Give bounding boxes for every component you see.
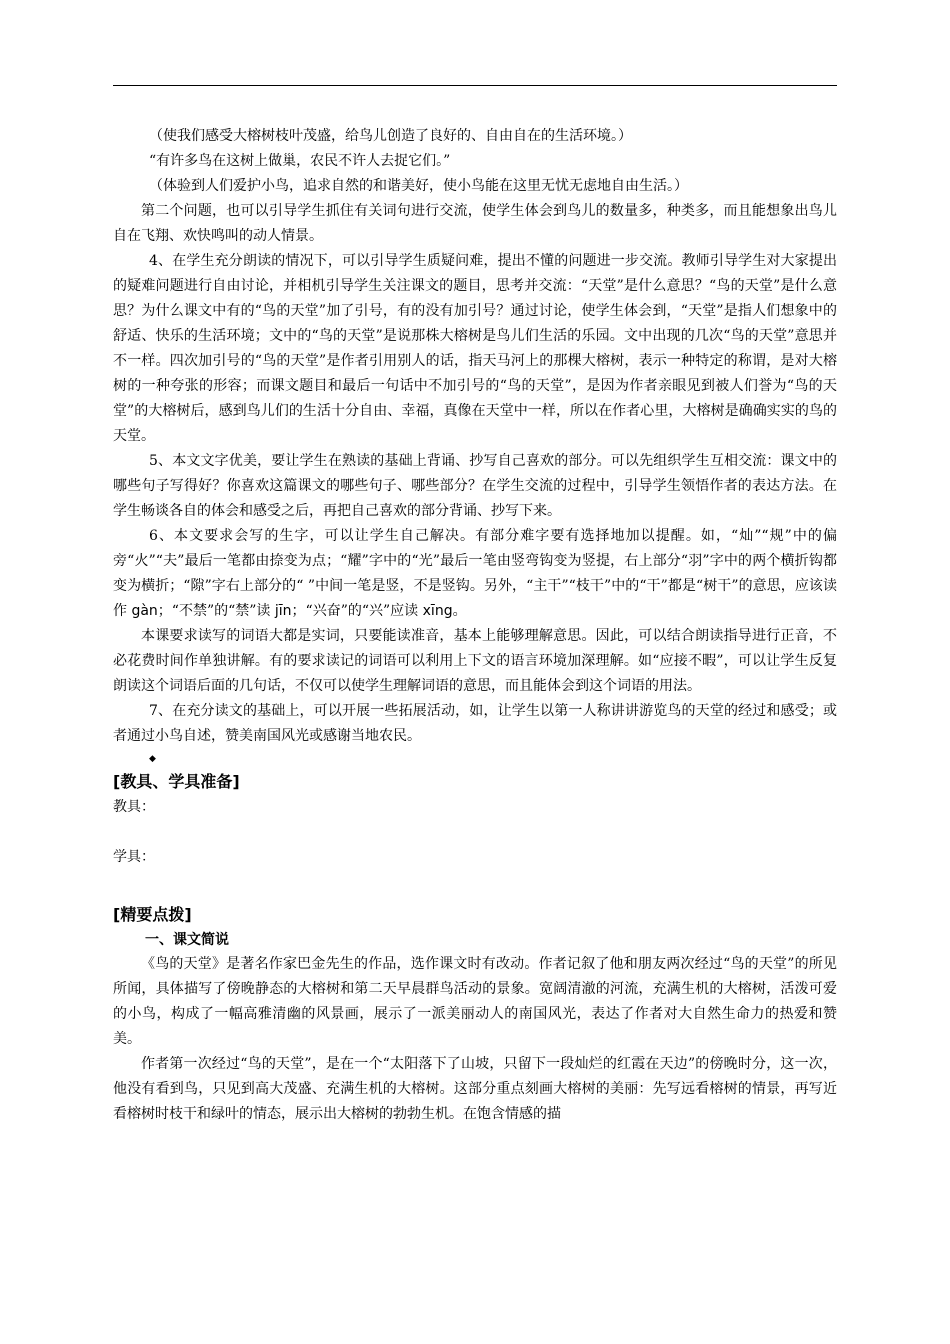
paragraph: 本课要求读写的词语大都是实词，只要能读准音，基本上能够理解意思。因此，可以结合朗读指导进行正音，不必花费时间作单独讲解。有的要求读记的词语可以利用上下文的语言环境加深理解。如“应接不暇”，可以让学生反复朗读这个词语后面的几句话，不仅可以使学生理解词语的意思，而且能体会到这个词语的用法。 — [113, 628, 837, 694]
document-body — [113, 124, 837, 1127]
pinyin-xing: xīng — [422, 603, 453, 619]
teacher-tools-label: 教具： — [113, 799, 155, 815]
paragraph: 4、在学生充分朗读的情况下，可以引导学生质疑问难，提出不懂的问题进一步交流。教师引导学生对大家提出的疑难问题进行自由讨论，并相机引导学生关注课文的题目，思考并交流：“天堂”是什么意思？“鸟的天堂”是什么意思？为什么课文中有的“鸟的天堂”加了引号，有的没有加引号？通过讨论，使学生体会到，“天堂”是指人们想象中的舒适、快乐的生活环境；文中的“鸟的天堂”是说那株大榕树是鸟儿们生活的乐园。文中出现的几次“鸟的天堂”意思并不一样。四次加引号的“鸟的天堂”是作者引用别人的话，指天马河上的那棵大榕树，表示一种特定的称谓，是对大榕树的一种夸张的形容；而课文题目和最后一句话中不加引号的“鸟的天堂”，是因为作者亲眼见到被人们誉为“鸟的天堂”的大榕树后，感到鸟儿们的生活十分自由、幸福，真像在天堂中一样，所以在作者心里，大榕树是确确实实的鸟的天堂。 — [113, 253, 837, 444]
paragraph: 《鸟的天堂》是著名作家巴金先生的作品，选作课文时有改动。作者记叙了他和朋友两次经过“鸟的天堂”的所见所闻，具体描写了傍晚静态的大榕树和第二天早晨群鸟活动的景象。宽阔清澈的河流，充满生机的大榕树，活泼可爱的小鸟，构成了一幅高雅清幽的风景画，展示了一派美丽动人的南国风光，表达了作者对大自然生命力的热爱和赞美。 — [113, 956, 837, 1047]
paragraph: （使我们感受大榕树枝叶茂盛，给鸟儿创造了良好的、自由自在的生活环境。） — [149, 128, 632, 144]
paragraph: （体验到人们爱护小鸟，追求自然的和谐美好，使小鸟能在这里无忧无虑地自由生活。） — [149, 178, 688, 194]
para6-end: 。 — [452, 603, 467, 619]
paragraph: 7、在充分读文的基础上，可以开展一些拓展活动，如，让学生以第一人称讲讲游览鸟的天堂的经过和感受；或者通过小鸟自述，赞美南国风光或感谢当地农民。 — [113, 703, 837, 744]
guide-subheading: 一、课文简说 — [145, 932, 229, 948]
para6-mid: ；“不禁”的“禁”读 — [157, 603, 271, 619]
pinyin-jin: jīn — [274, 603, 292, 619]
student-tools-label: 学具： — [113, 849, 155, 865]
paragraph: “有许多鸟在这树上做巢，农民不许人去捉它们。” — [149, 153, 451, 169]
para6-lead: 6、本文要求会写的生字，可以让学生自己解决。有部分难字要有选择地加以提醒。如，“灿”“规”中的偏旁“火”“夫”最后一笔都由捺变为点；“耀”字中的“光”最后一笔由竖弯钩变为竖提，右上部分“羽”字中的两个横折钩都变为横折；“隙”字右上部分的“ ”中间一笔是竖，不是竖钩。另外，“主干”“枝干”中的“干”都是“树干”的意思，应该读作 — [113, 528, 837, 619]
bullet-diamond: ◆ — [149, 754, 156, 764]
para6-mid2: ；“兴奋”的“兴”应读 — [291, 603, 419, 619]
paragraph: 第二个问题，也可以引导学生抓住有关词句进行交流，使学生体会到鸟儿的数量多，种类多，而且能想象出鸟儿自在飞翔、欢快鸣叫的动人情景。 — [113, 203, 837, 244]
pinyin-gan: gàn — [131, 603, 158, 619]
header-rule — [113, 85, 837, 86]
tools-heading: [教具、学具准备] — [113, 772, 240, 791]
guide-heading: [精要点拨] — [113, 905, 192, 924]
paragraph: 5、本文文字优美，要让学生在熟读的基础上背诵、抄写自己喜欢的部分。可以先组织学生互相交流：课文中的哪些句子写得好？你喜欢这篇课文的哪些句子、哪些部分？在学生交流的过程中，引导学生领悟作者的表达方法。在学生畅谈各自的体会和感受之后，再把自己喜欢的部分背诵、抄写下来。 — [113, 453, 837, 519]
paragraph: 作者第一次经过“鸟的天堂”，是在一个“太阳落下了山坡，只留下一段灿烂的红霞在天边”的傍晚时分，这一次，他没有看到鸟，只见到高大茂盛、充满生机的大榕树。这部分重点刻画大榕树的美丽：先写远看榕树的情景，再写近看榕树时枝干和绿叶的情态，展示出大榕树的勃勃生机。在饱含情感的描 — [113, 1056, 837, 1122]
paragraph-6 — [113, 524, 837, 624]
